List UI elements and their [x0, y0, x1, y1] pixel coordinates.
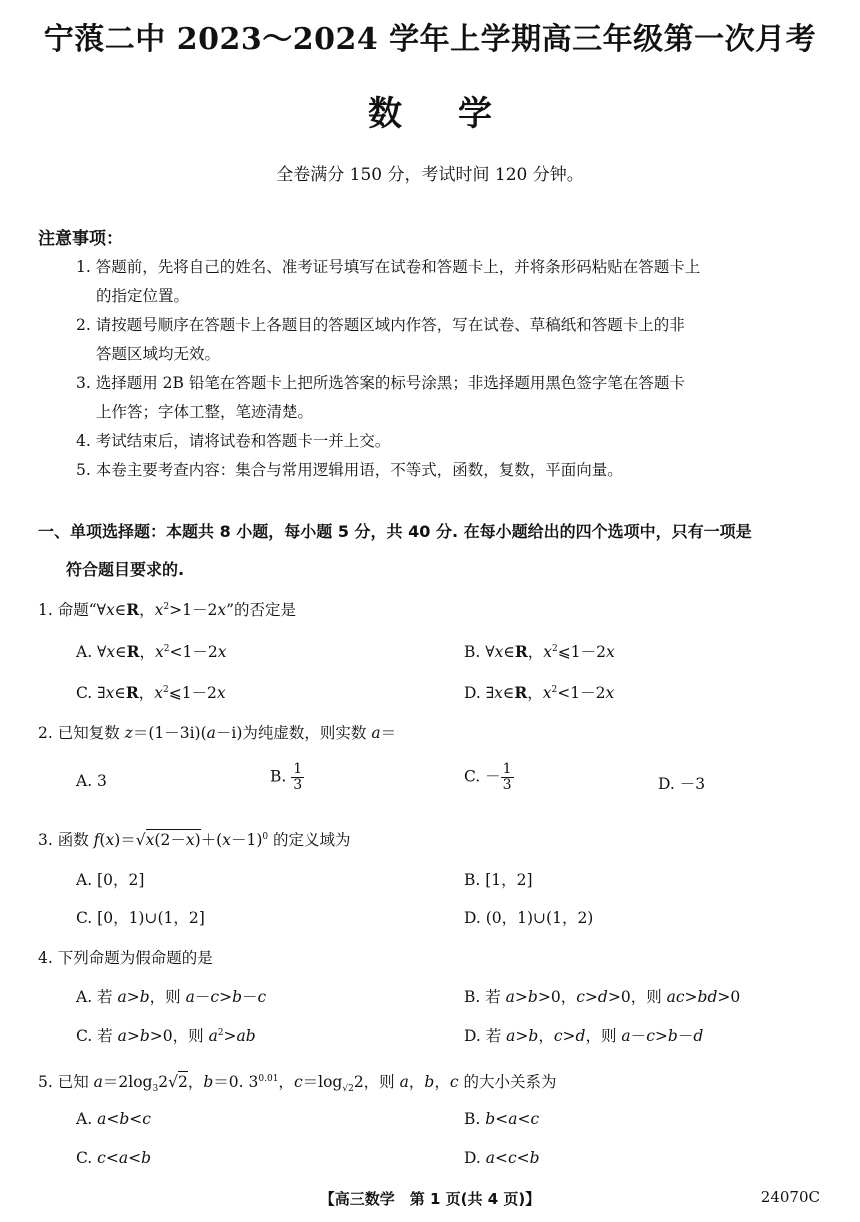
notes-heading: 注意事项： [38, 229, 123, 249]
question-2-option-d: D. －3 [658, 775, 706, 793]
note-1-line-2: 的指定位置。 [96, 287, 190, 305]
question-1-option-c: C. ∃x∈R，$x^2⩽1-2x$ [76, 683, 226, 702]
question-3-option-d: D. (0，1)∪(1，2) [464, 909, 594, 927]
question-2-option-c: C. － $\frac{1}{3}$ [464, 761, 512, 793]
page-footer [0, 1188, 860, 1209]
note-2-line-1: 2. 请按题号顺序在答题卡上各题目的答题区域内作答，写在试卷、草稿纸和答题卡上的非 [76, 316, 685, 334]
note-4: 4. 考试结束后，请将试卷和答题卡一并上交。 [76, 432, 391, 450]
question-2-stem: 2. 已知复数 z＝(1－3i)(a－i)为纯虚数，则实数 a＝ [38, 724, 397, 742]
section-1-heading-line-2: 符合题目要求的. [66, 560, 185, 579]
page-number-label: 【高三数学 第 1 页(共 4 页)】 [319, 1190, 541, 1208]
exam-code: 24070C [760, 1188, 820, 1206]
subject-title: 数学 [368, 94, 548, 134]
note-3-line-2: 上作答；字体工整，笔迹清楚。 [96, 403, 314, 421]
question-1-option-a: A. ∀x∈R，$x^2<1-2x$ [76, 642, 227, 661]
question-3-option-a: A. [0，2] [76, 871, 145, 889]
note-5: 5. 本卷主要考查内容：集合与常用逻辑用语，不等式，函数，复数，平面向量。 [76, 461, 623, 479]
question-3-option-b: B. [1，2] [464, 871, 533, 889]
note-3-line-1: 3. 选择题用 2B 铅笔在答题卡上把所选答案的标号涂黑；非选择题用黑色签字笔在答题卡 [76, 374, 685, 392]
note-1-line-1: 1. 答题前，先将自己的姓名、准考证号填写在试卷和答题卡上，并将条形码粘贴在答题卡上 [76, 258, 701, 276]
question-1-option-b: B. ∀x∈R，$x^2⩽1-2x$ [464, 642, 615, 661]
question-3-stem: 3. 函数 $f(x)=√x(2-x)+(x-1)^0$ 的定义域为 [38, 831, 351, 849]
note-2-line-2: 答题区域均无效。 [96, 345, 221, 363]
question-1-stem: 1. 命题“∀x∈R，$x^2>1-2x$”的否定是 [38, 600, 297, 619]
question-4-option-d: D. 若 a>b，c>d，则 a－c>b－d [464, 1027, 704, 1045]
question-5-option-a: A. a<b<c [76, 1110, 151, 1128]
question-5-option-c: C. c<a<b [76, 1149, 152, 1167]
score-info: 全卷满分 150 分，考试时间 120 分钟。 [276, 165, 584, 185]
exam-title: 宁蒗二中 2023～2024 学年上学期高三年级第一次月考 [43, 22, 817, 57]
section-1-heading-line-1: 一、单项选择题：本题共 8 小题，每小题 5 分，共 40 分. 在每小题给出的四个选项中，只有一项是 [38, 522, 752, 541]
question-4-stem: 4. 下列命题为假命题的是 [38, 949, 213, 967]
question-2-option-b: B. $\frac{1}{3}$ [270, 761, 303, 793]
question-3-option-c: C. [0，1)∪(1，2] [76, 909, 205, 927]
question-5-stem: 5. 已知 $a=2\log_32√2$，b＝0. $3^{0.01}$，$c=\log_{√2}2$，则 a，b，c 的大小关系为 [38, 1073, 557, 1095]
question-1-option-d: D. ∃x∈R，$x^2<1-2x$ [464, 683, 615, 702]
question-4-option-b: B. 若 a>b>0，c>d>0，则 ac>bd>0 [464, 988, 741, 1006]
question-4-option-a: A. 若 a>b，则 a－c>b－c [76, 988, 267, 1006]
question-2-option-a: A. 3 [76, 772, 107, 790]
question-5-option-d: D. a<c<b [464, 1149, 540, 1167]
question-5-option-b: B. b<a<c [464, 1110, 540, 1128]
question-4-option-c: C. 若 a>b>0，则 $a^2>ab$ [76, 1027, 256, 1045]
